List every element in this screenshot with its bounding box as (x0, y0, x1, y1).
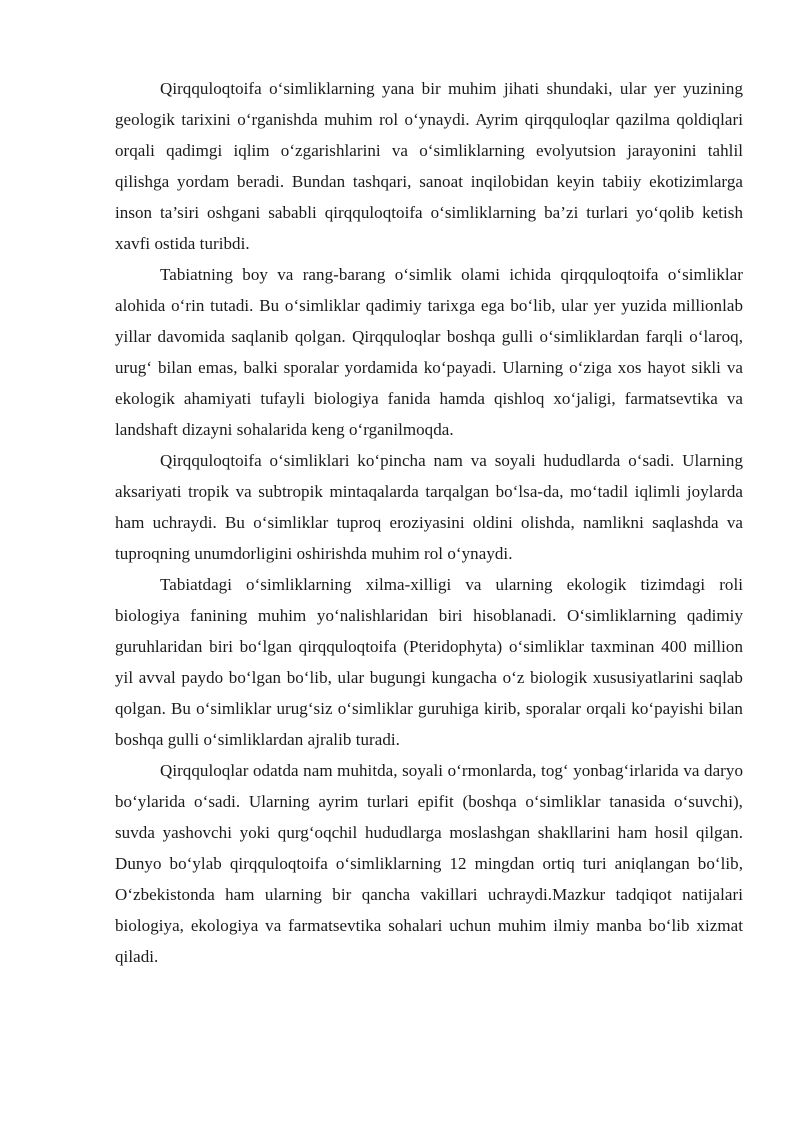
document-body (115, 73, 743, 972)
paragraph-5: Qirqquloqlar odatda nam muhitda, soyali o‘rmonlarda, tog‘ yonbag‘irlarida va daryo bo‘ylarida o‘sadi. Ularning ayrim turlari epifit (boshqa o‘simliklar tanasida o‘suvchi), suvda yashovchi yoki qurg‘oqchil hududlarga moslashgan shakllarini ham hosil qilgan. Dunyo bo‘ylab qirqquloqtoifa o‘simliklarning 12 mingdan ortiq turi aniqlangan bo‘lib, O‘zbekistonda ham ularning bir qancha vakillari uchraydi.Mazkur tadqiqot natijalari biologiya, ekologiya va farmatsevtika sohalari uchun muhim ilmiy manba bo‘lib xizmat qiladi. (115, 761, 743, 966)
paragraph-1: Qirqquloqtoifa o‘simliklarning yana bir muhim jihati shundaki, ular yer yuzining geologik tarixini o‘rganishda muhim rol o‘ynaydi. Ayrim qirqquloqlar qazilma qoldiqlari orqali qadimgi iqlim o‘zgarishlarini va o‘simliklarning evolyutsion jarayonini tahlil qilishga yordam beradi. Bundan tashqari, sanoat inqilobidan keyin tabiiy ekotizimlarga inson ta’siri oshgani sababli qirqquloqtoifa o‘simliklarning ba’zi turlari yo‘qolib ketish xavfi ostida turibdi. (115, 79, 743, 253)
paragraph-2: Tabiatning boy va rang-barang o‘simlik olami ichida qirqquloqtoifa o‘simliklar alohida o‘rin tutadi. Bu o‘simliklar qadimiy tarixga ega bo‘lib, ular yer yuzida millionlab yillar davomida saqlanib qolgan. Qirqquloqlar boshqa gulli o‘simliklardan farqli o‘laroq, urug‘ bilan emas, balki sporalar yordamida ko‘payadi. Ularning o‘ziga xos hayot sikli va ekologik ahamiyati tufayli biologiya fanida hamda qishloq xo‘jaligi, farmatsevtika va landshaft dizayni sohalarida keng o‘rganilmoqda. (115, 265, 743, 439)
paragraph-4: Tabiatdagi o‘simliklarning xilma-xilligi va ularning ekologik tizimdagi roli biologiya fanining muhim yo‘nalishlaridan biri hisoblanadi. O‘simliklarning qadimiy guruhlaridan biri bo‘lgan qirqquloqtoifa (Pteridophyta) o‘simliklar taxminan 400 million yil avval paydo bo‘lgan bo‘lib, ular bugungi kungacha o‘z biologik xususiyatlarini saqlab qolgan. Bu o‘simliklar urug‘siz o‘simliklar guruhiga kirib, sporalar orqali ko‘payishi bilan boshqa gulli o‘simliklardan ajralib turadi. (115, 575, 743, 749)
paragraph-3: Qirqquloqtoifa o‘simliklari ko‘pincha nam va soyali hududlarda o‘sadi. Ularning aksariyati tropik va subtropik mintaqalarda tarqalgan bo‘lsa-da, mo‘tadil iqlimli joylarda ham uchraydi. Bu o‘simliklar tuproq eroziyasini oldini olishda, namlikni saqlashda va tuproqning unumdorligini oshirishda muhim rol o‘ynaydi. (115, 451, 743, 563)
